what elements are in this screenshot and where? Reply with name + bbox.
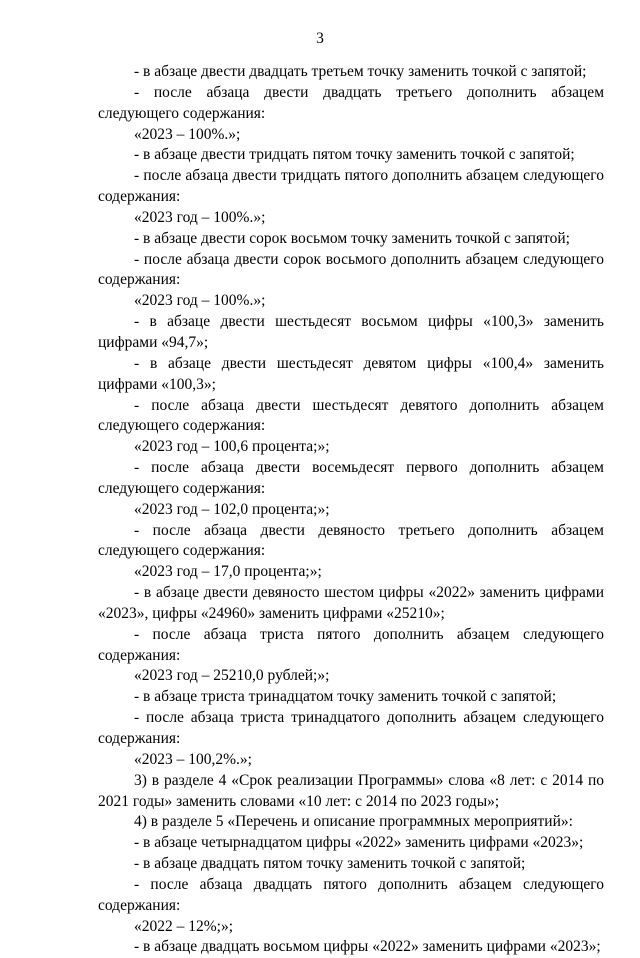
document-body	[98, 62, 604, 958]
quoted-addition-7: «2023 год – 25210,0 рублей;»;	[134, 667, 330, 685]
quoted-addition-2: «2023 год – 100%.»;	[134, 208, 266, 226]
paragraph-28: - после абзаца двадцать пятого дополнить абзацем следующего содержания:	[98, 875, 604, 914]
paragraph-10: - в абзаце двести шестьдесят восьмом цифры «100,3» заменить цифрами «94,7»;	[98, 313, 604, 351]
paragraph-12: - после абзаца двести шестьдесят девятого дополнить абзацем следующего содержания:	[98, 396, 604, 435]
paragraph-5: - после абзаца двести тридцать пятого дополнить абзацем следующего содержания:	[98, 167, 604, 206]
quoted-addition-3: «2023 год – 100%.»;	[134, 292, 266, 310]
paragraph-7: - в абзаце двести сорок восьмом точку заменить точкой с запятой;	[134, 229, 570, 247]
paragraph-30: - в абзаце двадцать восьмом цифры «2022» заменить цифрами «2023»;	[134, 938, 601, 956]
paragraph-27: - в абзаце двадцать пятом точку заменить точкой с запятой;	[134, 855, 526, 873]
quoted-addition-8: «2023 – 100,2%.»;	[134, 750, 252, 768]
paragraph-2: - после абзаца двести двадцать третьего дополнить абзацем следующего содержания:	[98, 83, 604, 122]
paragraph-8: - после абзаца двести сорок восьмого дополнить абзацем следующего содержания:	[98, 250, 604, 289]
paragraph-21: - в абзаце триста тринадцатом точку заменить точкой с запятой;	[134, 688, 557, 706]
paragraph-26: - в абзаце четырнадцатом цифры «2022» заменить цифрами «2023»;	[134, 834, 584, 852]
paragraph-19: - после абзаца триста пятого дополнить абзацем следующего содержания:	[98, 625, 604, 664]
section-5-heading: 4) в разделе 5 «Перечень и описание программных мероприятий»:	[134, 813, 573, 831]
paragraph-4: - в абзаце двести тридцать пятом точку заменить точкой с запятой;	[134, 146, 575, 164]
paragraph-22: - после абзаца триста тринадцатого дополнить абзацем следующего содержания:	[98, 709, 604, 747]
quoted-addition-1: «2023 – 100%.»;	[134, 125, 241, 143]
quoted-addition-4: «2023 год – 100,6 процента;»;	[134, 438, 330, 456]
paragraph-14: - после абзаца двести восемьдесят первого дополнить абзацем следующего содержания:	[98, 459, 604, 497]
quoted-addition-6: «2023 год – 17,0 процента;»;	[134, 563, 322, 581]
paragraph-16: - после абзаца двести девяносто третьего дополнить абзацем следующего содержания:	[98, 521, 604, 560]
paragraph-18: - в абзаце двести девяносто шестом цифры «2022» заменить цифрами «2023», цифры «24960» заменить цифрами «25210»;	[98, 584, 604, 622]
paragraph-1: - в абзаце двести двадцать третьем точку заменить точкой с запятой;	[134, 63, 587, 80]
paragraph-11: - в абзаце двести шестьдесят девятом цифры «100,4» заменить цифрами «100,3»;	[98, 354, 604, 393]
quoted-addition-9: «2022 – 12%;»;	[134, 917, 234, 935]
page-number: 3	[316, 30, 324, 47]
section-4-amendment: 3) в разделе 4 «Срок реализации Программы» слова «8 лет: с 2014 по 2021 годы» заменить словами «10 лет: с 2014 по 2023 годы»;	[98, 771, 604, 810]
quoted-addition-5: «2023 год – 102,0 процента;»;	[134, 500, 330, 518]
